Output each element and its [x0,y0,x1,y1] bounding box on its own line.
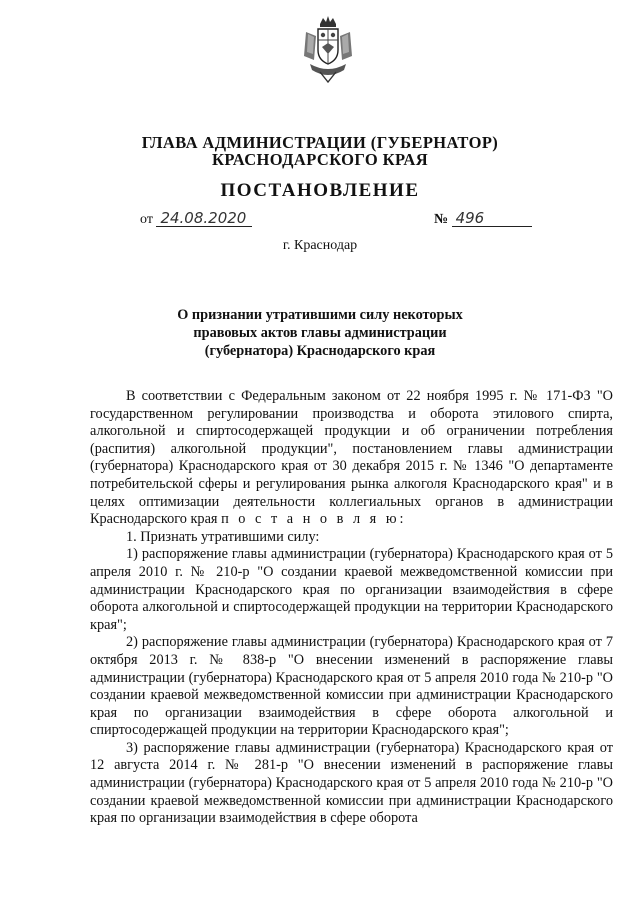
number-value: 496 [452,210,532,227]
coat-of-arms-icon [298,14,358,84]
document-body [90,388,613,828]
item-1: 1. Признать утратившими силу: [126,528,320,545]
date-value: 24.08.2020 [156,210,252,227]
issuer-title-line-1: ГЛАВА АДМИНИСТРАЦИИ (ГУБЕРНАТОР) [141,133,499,152]
preamble-text: В соответствии с Федеральным законом от 22 ноября 1995 г. № 171-ФЗ "О государственном регулировании производства и оборота этилового спирта, алкогольной и спиртосодержащей продукции и об ограничении потребления (распития) алкогольной продукции", постановлением главы администрации (губернатора) Краснодарского края от 30 декабря 2015 г. № 1346 "О департаменте потребительской сферы и регулирования рынка алкоголя Краснодарского края" и в целях оптимизации деятельности коллегиальных органов в администрации Краснодарского края [90,388,613,528]
document-type: ПОСТАНОВЛЕНИЕ [220,180,420,201]
decree-word: п о с т а н о в л я ю: [221,511,407,528]
subitem-3: 3) распоряжение главы администрации (губернатора) Краснодарского края от 12 августа 2014 г. № 281-р "О внесении изменений в распоряжение главы администрации (губернатора) Краснодарского края от 5 апреля 2010 года № 210-р "О создании краевой межведомственной комиссии при администрации Краснодарского края по организации взаимодействия в сфере оборота [90,739,613,827]
date-label: от [140,212,153,227]
issuer-title-line-2: КРАСНОДАРСКОГО КРАЯ [211,150,429,169]
number-row [434,210,532,228]
city: г. Краснодар [282,238,358,253]
number-label: № [434,212,449,227]
subitem-2: 2) распоряжение главы администрации (губернатора) Краснодарского края от 7 октября 2013 г. № 838-р "О внесении изменений в распоряжение главы администрации (губернатора) Краснодарского края от 5 апреля 2010 года № 210-р "О создании краевой межведомственной комиссии при администрации Краснодарского края по организации взаимодействия в сфере оборота алкогольной и спиртосодержащей продукции на территории Краснодарского края"; [90,634,613,739]
document-subject [0,306,640,360]
preamble-paragraph [90,388,613,529]
subitem-1: 1) распоряжение главы администрации (губернатора) Краснодарского края от 5 апреля 2010 г. № 210-р "О создании краевой межведомственной комиссии при администрации Краснодарского края по организации взаимодействия в сфере оборота алкогольной и спиртосодержащей продукции на территории Краснодарского края"; [90,546,613,633]
subject-line-3: (губернатора) Краснодарского края [204,343,436,359]
date-row [140,210,252,228]
subject-line-1: О признании утратившими силу некоторых [177,307,463,323]
subject-line-2: правовых актов главы администрации [193,325,447,341]
